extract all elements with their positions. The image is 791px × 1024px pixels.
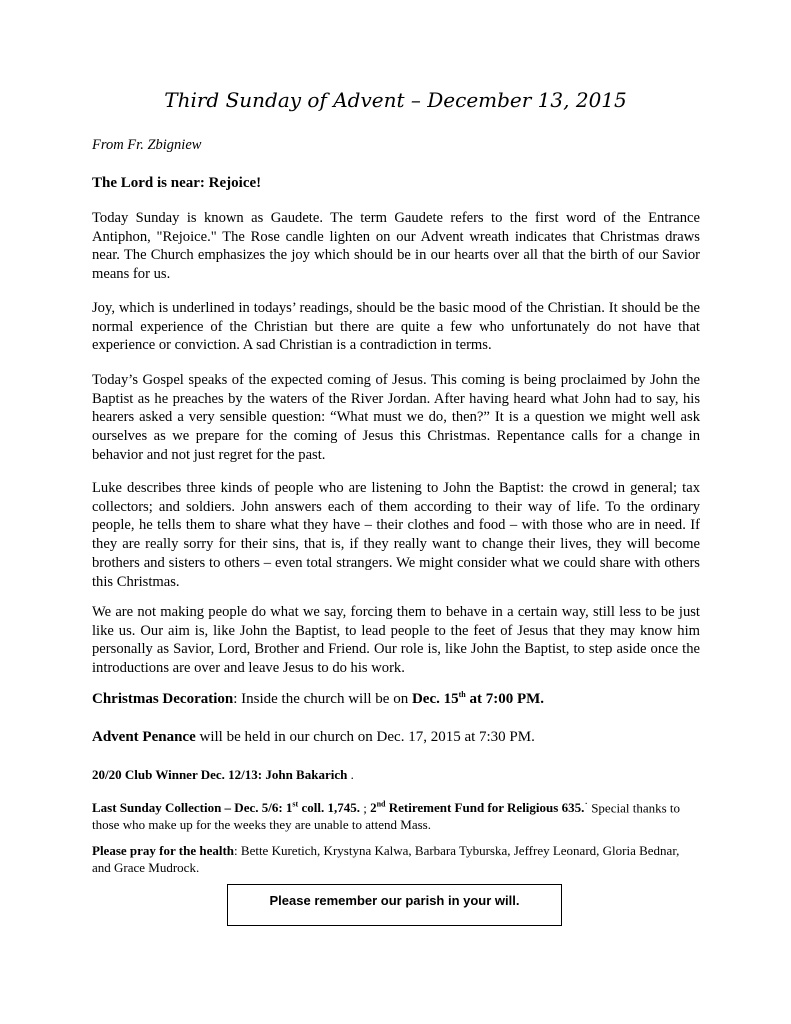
paragraph-gaudete: Today Sunday is known as Gaudete. The term Gaudete refers to the first word of the Entrance Antiphon, "Rejoice." The Rose candle lighten on our Advent wreath indicates that Christmas draws near. The Church emphasizes the joy which should be in our hearts over all that the birth of our Savior means for us. (92, 210, 700, 283)
advent-penance-notice (92, 729, 700, 746)
paragraph-luke: Luke describes three kinds of people who are listening to John the Baptist: the crowd in general; tax collectors; and soldiers. John answers each of them according to their way of life. To the ordinary people, he tells them to share what they have – their clothes and food – with those who are in need. If they are really sorry for their sins, that is, if they really want to change their lives, they will become brothers and sisters to others – even total strangers. We might consider what we could share with others this Christmas. (92, 480, 700, 590)
collection-thanks: Special thanks to those who make up for the weeks they are unable to attend Mass. (92, 800, 681, 833)
collection-notice: Last Sunday Collection – Dec. 5/6: 1st coll. 1,745. ; 2nd Retirement Fund for Religious 635.· Special thanks to those who make up for the weeks they are unable to attend Mass. (92, 798, 681, 833)
reminder-box (227, 884, 562, 926)
decoration-label: Christmas Decoration (92, 691, 234, 707)
decoration-text: : Inside the church will be on (233, 691, 412, 707)
prayer-names: : Bette Kuretich, Krystyna Kalwa, Barbara Tyburska, Jeffrey Leonard, Gloria Bednar, and Grace Mudrock. (92, 843, 680, 875)
decoration-date: Dec. 15th at 7:00 PM. (411, 690, 545, 707)
christmas-decoration-notice (92, 690, 700, 708)
prayer-label: Please pray for the health (92, 843, 235, 858)
paragraph-gospel: Today’s Gospel speaks of the expected coming of Jesus. This coming is being proclaimed by John the Baptist as he preaches by the waters of the River Jordan. After having heard what John had to say, his hearers asked a very sensible question: “What must we do, then?” It is a question we might well ask ourselves as we prepare for the coming of Jesus this Christmas. Repentance calls for a change in behavior and not just regret for the past. (92, 372, 700, 463)
paragraph-joy: Joy, which is underlined in todays’ readings, should be the basic mood of the Christian. It should be the normal experience of the Christian but there are quite a few who unfortunately do not have that experience or conviction. A sad Christian is a contradiction in terms. (92, 300, 700, 354)
collection-label: Last Sunday Collection – Dec. 5/6: 1st coll. 1,745. (92, 800, 360, 816)
paragraph-role: We are not making people do what we say, forcing them to behave in a certain way, still less to be just like us. Our aim is, like John the Baptist, to lead people to the feet of Jesus that they may know him personally as Savior, Lord, Brother and Friend. Our role is, like John the Baptist, to step aside once the introductions are over and leave Jesus to do his work. (92, 604, 700, 677)
section-heading: The Lord is near: Rejoice! (92, 175, 262, 191)
club-label: 20/20 Club Winner Dec. 12/13: John Bakarich (92, 767, 348, 782)
penance-text: will be held in our church on Dec. 17, 2015 at 7:30 PM. (195, 729, 535, 745)
collection-second: 2nd Retirement Fund for Religious 635. (370, 800, 585, 816)
penance-label: Advent Penance (92, 729, 196, 745)
reminder-text: Please remember our parish in your will. (269, 893, 520, 908)
prayer-notice (92, 842, 700, 876)
author-line: From Fr. Zbigniew (92, 137, 202, 153)
page-title: Third Sunday of Advent – December 13, 2015 (164, 88, 627, 112)
club-winner-notice: 20/20 Club Winner Dec. 12/13: John Bakarich . (92, 767, 354, 782)
